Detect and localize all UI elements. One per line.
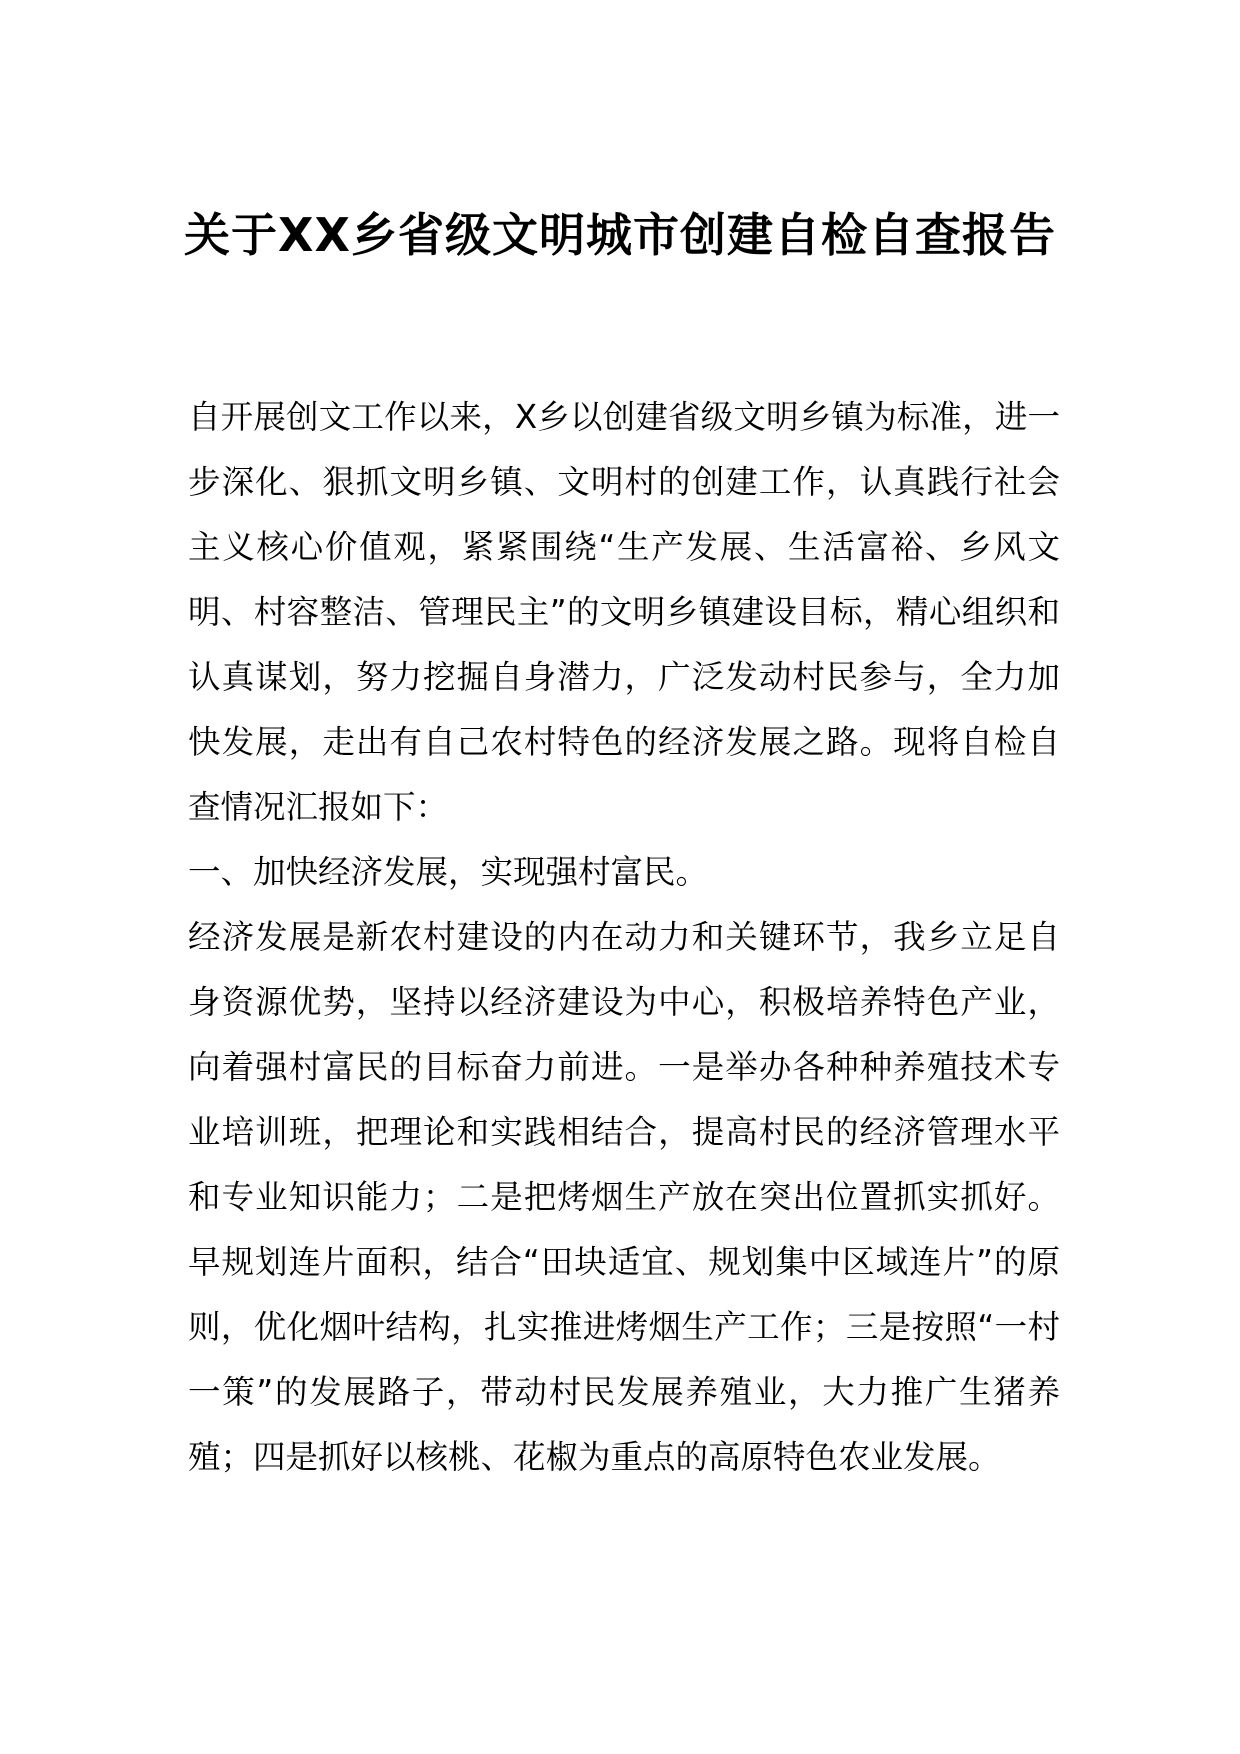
section-heading-1: 一、加快经济发展，实现强村富民。 (188, 853, 709, 891)
intro-paragraph: 自开展创文工作以来，X乡以创建省级文明乡镇为标准，进一步深化、狠抓文明乡镇、文明村的创建工作，认真践行社会主义核心价值观，紧紧围绕“生产发展、生活富裕、乡风文明、村容整洁、管理民主”的文明乡镇建设目标，精心组织和认真谋划，努力挖掘自身潜力，广泛发动村民参与，全力加快发展，走出有自己农村特色的经济发展之路。现将自检自查情况汇报如下： (188, 398, 1060, 826)
document-title: 关于XX乡省级文明城市创建自检自查报告 (184, 208, 1056, 262)
section-1-paragraph: 经济发展是新农村建设的内在动力和关键环节，我乡立足自身资源优势，坚持以经济建设为中心，积极培养特色产业，向着强村富民的目标奋力前进。一是举办各种种养殖技术专业培训班，把理论和实践相结合，提高村民的经济管理水平和专业知识能力；二是把烤烟生产放在突出位置抓实抓好。早规划连片面积，结合“田块适宜、规划集中区域连片”的原则，优化烟叶结构，扎实推进烤烟生产工作；三是按照“一村一策”的发展路子，带动村民发展养殖业，大力推广生猪养殖；四是抓好以核桃、花椒为重点的高原特色农业发展。 (188, 918, 1060, 1476)
document-body (188, 385, 1060, 1490)
